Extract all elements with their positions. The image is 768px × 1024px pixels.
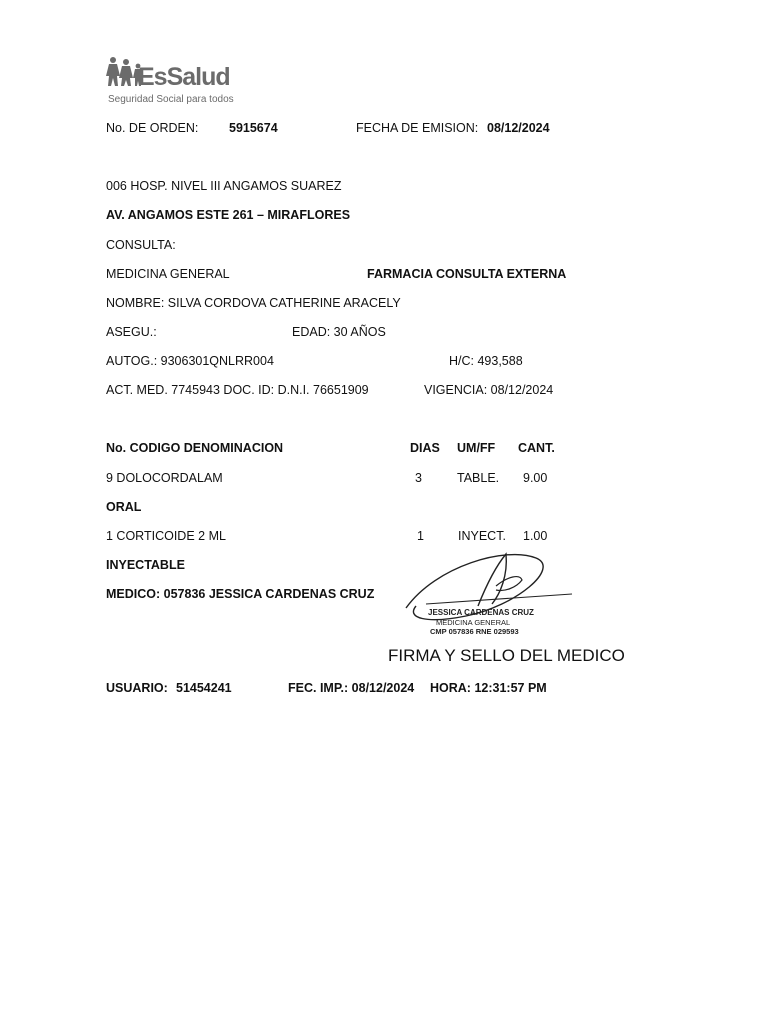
item-cant: 1.00 — [523, 529, 548, 543]
order-label: No. DE ORDEN: — [106, 121, 199, 135]
emission-label: FECHA DE EMISION: — [356, 121, 479, 135]
hospital-name: 006 HOSP. NIVEL III ANGAMOS SUAREZ — [106, 179, 342, 193]
stamp-name: JESSICA CARDENAS CRUZ — [428, 608, 534, 617]
item-route: INYECTABLE — [106, 558, 185, 572]
specialty: MEDICINA GENERAL — [106, 267, 230, 281]
print-date: FEC. IMP.: 08/12/2024 — [288, 681, 415, 695]
usuario-value: 51454241 — [176, 681, 232, 695]
col-header-cant: CANT. — [518, 441, 555, 455]
stamp-specialty: MEDICINA GENERAL — [436, 618, 511, 627]
asegu-label: ASEGU.: — [106, 325, 157, 339]
emission-value: 08/12/2024 — [487, 121, 550, 135]
usuario-label: USUARIO: — [106, 681, 168, 695]
doctor-signature — [396, 546, 576, 642]
stamp-codes: CMP 057836 RNE 029593 — [430, 627, 519, 636]
item-dias: 1 — [417, 529, 424, 543]
patient-age: EDAD: 30 AÑOS — [292, 325, 386, 339]
print-time: HORA: 12:31:57 PM — [430, 681, 547, 695]
act-med-doc-id: ACT. MED. 7745943 DOC. ID: D.N.I. 76651909 — [106, 383, 369, 397]
col-header-dias: DIAS — [410, 441, 440, 455]
logo-brand-text: EsSalud — [138, 63, 230, 91]
item-route: ORAL — [106, 500, 142, 514]
consulta-label: CONSULTA: — [106, 238, 176, 252]
autog-code: AUTOG.: 9306301QNLRR004 — [106, 354, 274, 368]
col-header-denominacion: No. CODIGO DENOMINACION — [106, 441, 284, 455]
firma-label: FIRMA Y SELLO DEL MEDICO — [388, 646, 625, 665]
patient-name: NOMBRE: SILVA CORDOVA CATHERINE ARACELY — [106, 296, 401, 310]
order-value: 5915674 — [229, 121, 278, 135]
hospital-address: AV. ANGAMOS ESTE 261 – MIRAFLORES — [106, 208, 351, 222]
item-dias: 3 — [415, 471, 422, 485]
vigencia: VIGENCIA: 08/12/2024 — [424, 383, 554, 397]
item-umff: TABLE. — [457, 471, 500, 485]
hc-number: H/C: 493,588 — [449, 354, 523, 368]
logo-tagline: Seguridad Social para todos — [108, 94, 234, 105]
item-name: 1 CORTICOIDE 2 ML — [106, 529, 226, 543]
pharmacy: FARMACIA CONSULTA EXTERNA — [367, 267, 567, 281]
item-name: 9 DOLOCORDALAM — [106, 471, 223, 485]
medico-line: MEDICO: 057836 JESSICA CARDENAS CRUZ — [106, 587, 375, 601]
item-cant: 9.00 — [523, 471, 548, 485]
col-header-umff: UM/FF — [457, 441, 496, 455]
item-umff: INYECT. — [458, 529, 506, 543]
